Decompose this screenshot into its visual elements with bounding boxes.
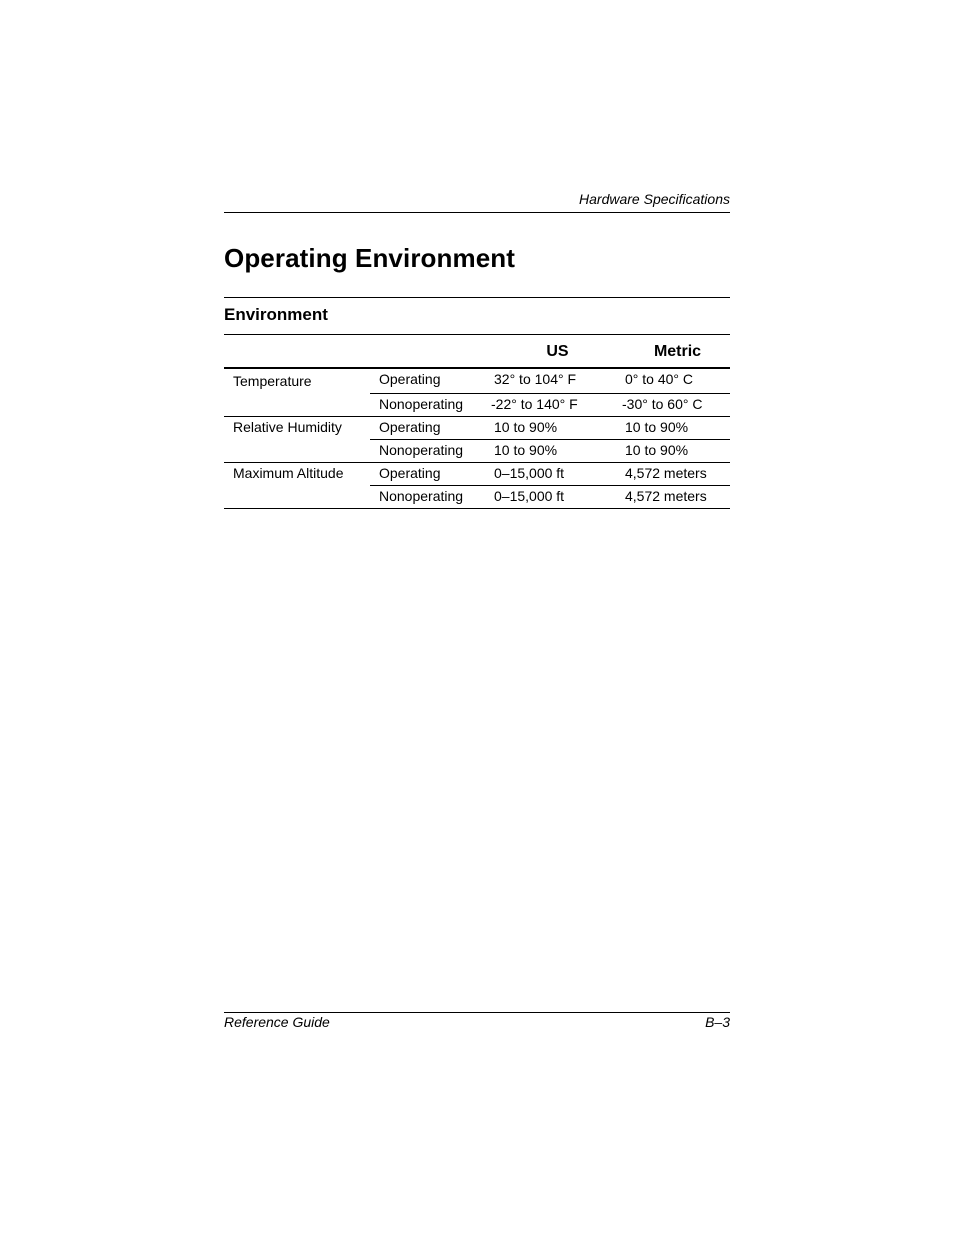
empty-cell (224, 439, 370, 462)
condition-cell: Operating (370, 368, 491, 393)
empty-cell (224, 393, 370, 416)
section-title: Operating Environment (224, 243, 516, 273)
page-number: B–3 (705, 1014, 730, 1030)
column-header-us: US (491, 336, 621, 368)
condition-cell: Nonoperating (370, 393, 491, 416)
metric-value: 4,572 meters (621, 485, 730, 508)
empty-cell (224, 485, 370, 508)
table-row (224, 439, 730, 462)
document-page (224, 0, 730, 1235)
us-value: 10 to 90% (491, 439, 621, 462)
table-header-row (224, 336, 730, 368)
table-row (224, 393, 730, 416)
us-value: 32° to 104° F (491, 368, 621, 393)
metric-value: 4,572 meters (621, 462, 730, 485)
group-label: Temperature (233, 373, 312, 389)
us-value: 0–15,000 ft (491, 485, 621, 508)
condition-cell: Operating (370, 416, 491, 439)
footer-doc-title: Reference Guide (224, 1014, 330, 1030)
metric-value: 10 to 90% (621, 439, 730, 462)
header-rule (224, 212, 730, 213)
metric-value: 10 to 90% (621, 416, 730, 439)
caption-bottom-rule (224, 334, 730, 335)
us-value: 0–15,000 ft (491, 462, 621, 485)
table-caption: Environment (224, 305, 328, 324)
running-header: Hardware Specifications (579, 191, 730, 207)
column-header (224, 336, 370, 368)
column-header (370, 336, 491, 368)
table-row (224, 462, 730, 485)
condition-cell: Operating (370, 462, 491, 485)
footer-rule (224, 1012, 730, 1013)
environment-table (224, 336, 730, 509)
us-value: -22° to 140° F (491, 393, 621, 416)
caption-top-rule (224, 297, 730, 298)
table-row (224, 485, 730, 508)
group-label: Maximum Altitude (233, 464, 344, 481)
table-row (224, 368, 730, 393)
us-value: 10 to 90% (491, 416, 621, 439)
group-label: Relative Humidity (233, 418, 342, 435)
column-header-metric: Metric (621, 336, 730, 368)
condition-cell: Nonoperating (370, 485, 491, 508)
condition-cell: Nonoperating (370, 439, 491, 462)
metric-value: 0° to 40° C (621, 368, 730, 393)
metric-value: -30° to 60° C (621, 393, 730, 416)
table-row (224, 416, 730, 439)
